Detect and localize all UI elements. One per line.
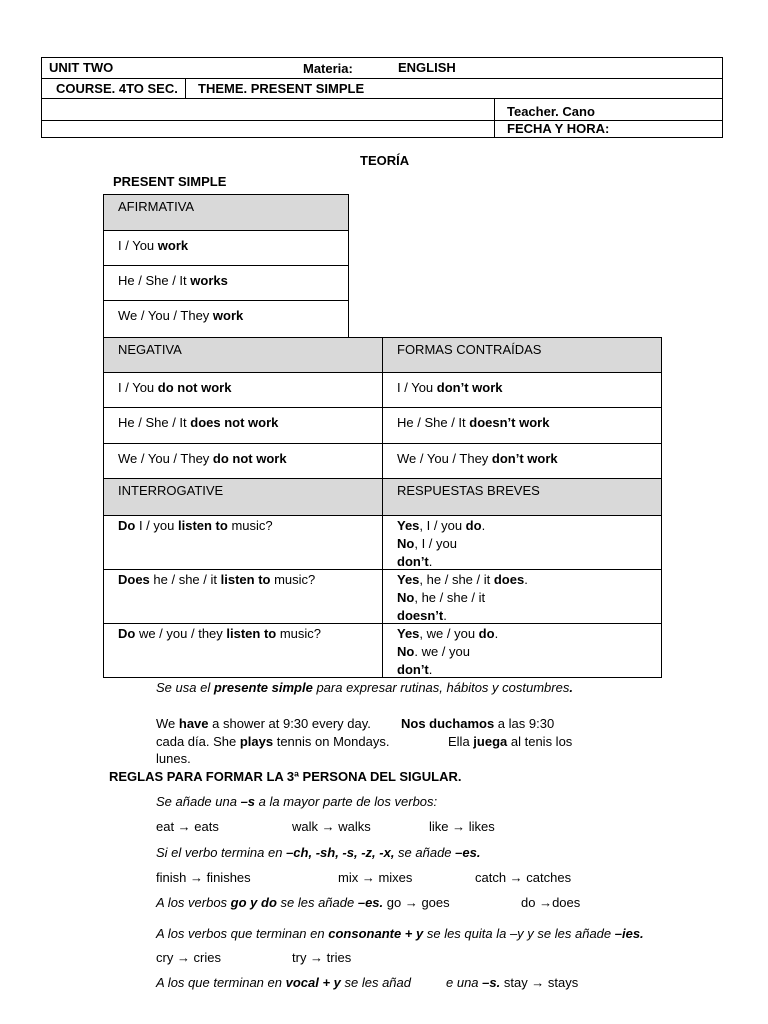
unit-label: UNIT TWO <box>49 60 114 75</box>
teacher-label: Teacher. Cano <box>507 104 595 119</box>
rule-3-example: do →does <box>521 895 581 910</box>
rule-1-example: walk → walks <box>292 819 371 834</box>
afirmativa-row: We / You / They work <box>103 300 349 338</box>
header-row-1 <box>41 57 723 79</box>
rule-4-example: try → tries <box>292 950 352 965</box>
respuestas-row: Yes, I / you do. No, I / you don’t. <box>382 515 662 570</box>
negativa-row: We / You / They do not work <box>103 443 383 479</box>
interrogative-row: Does he / she / it listen to music? <box>103 569 383 624</box>
example-line-3: lunes. <box>156 751 191 766</box>
afirmativa-row: He / She / It works <box>103 265 349 301</box>
afirmativa-row: I / You work <box>103 230 349 266</box>
interrogative-row: Do I / you listen to music? <box>103 515 383 570</box>
rule-2-example: finish → finishes <box>156 870 251 885</box>
respuestas-row: Yes, he / she / it does. No, he / she / it doesn’t. <box>382 569 662 624</box>
rule-4: A los verbos que terminan en consonante + y se les quita la –y y se les añade –ies. <box>156 926 644 941</box>
contraidas-row: He / She / It doesn’t work <box>382 407 662 444</box>
rule-5-cont: e una –s. stay → stays <box>446 975 579 990</box>
rule-2-example: catch → catches <box>475 870 572 885</box>
header-row-3 <box>41 98 723 121</box>
interrogative-header: INTERROGATIVE <box>103 478 383 516</box>
example-translation-1: Nos duchamos a las 9:30 <box>401 716 555 731</box>
teoria-title: TEORÍA <box>360 153 410 168</box>
rule-5: A los que terminan en vocal + y se les añad <box>156 975 411 990</box>
materia-value: ENGLISH <box>398 60 456 75</box>
materia-label: Materia: <box>303 61 353 76</box>
rule-2-example: mix → mixes <box>338 870 413 885</box>
negativa-row: He / She / It does not work <box>103 407 383 444</box>
example-line-1: We have a shower at 9:30 every day. <box>156 716 371 731</box>
afirmativa-header: AFIRMATIVA <box>103 194 349 231</box>
rule-4-example: cry → cries <box>156 950 221 965</box>
course-label: COURSE. 4TO SEC. <box>56 81 178 96</box>
negativa-row: I / You do not work <box>103 372 383 408</box>
negativa-header: NEGATIVA <box>103 337 383 373</box>
fecha-label: FECHA Y HORA: <box>507 121 610 136</box>
rule-1-example: eat → eats <box>156 819 219 834</box>
example-translation-2: Ella juega al tenis los <box>448 734 573 749</box>
contraidas-row: We / You / They don’t work <box>382 443 662 479</box>
rule-1: Se añade una –s a la mayor parte de los verbos: <box>156 794 438 809</box>
rule-2: Si el verbo termina en –ch, -sh, -s, -z, -x, se añade –es. <box>156 845 481 860</box>
rule-3: A los verbos go y do se les añade –es. go → goes <box>156 895 450 910</box>
header-row-4 <box>41 120 723 138</box>
interrogative-row: Do we / you / they listen to music? <box>103 623 383 678</box>
respuestas-row: Yes, we / you do. No. we / you don’t. <box>382 623 662 678</box>
rule-1-example: like → likes <box>429 819 495 834</box>
rules-title: REGLAS PARA FORMAR LA 3ª PERSONA DEL SIGULAR. <box>109 769 462 784</box>
contraidas-header: FORMAS CONTRAÍDAS <box>382 337 662 373</box>
example-line-2: cada día. She plays tennis on Mondays. <box>156 734 390 749</box>
usage-text: Se usa el presente simple para expresar rutinas, hábitos y costumbres. <box>156 680 573 695</box>
present-simple-title: PRESENT SIMPLE <box>113 174 227 189</box>
respuestas-header: RESPUESTAS BREVES <box>382 478 662 516</box>
contraidas-row: I / You don’t work <box>382 372 662 408</box>
theme-label: THEME. PRESENT SIMPLE <box>198 81 365 96</box>
